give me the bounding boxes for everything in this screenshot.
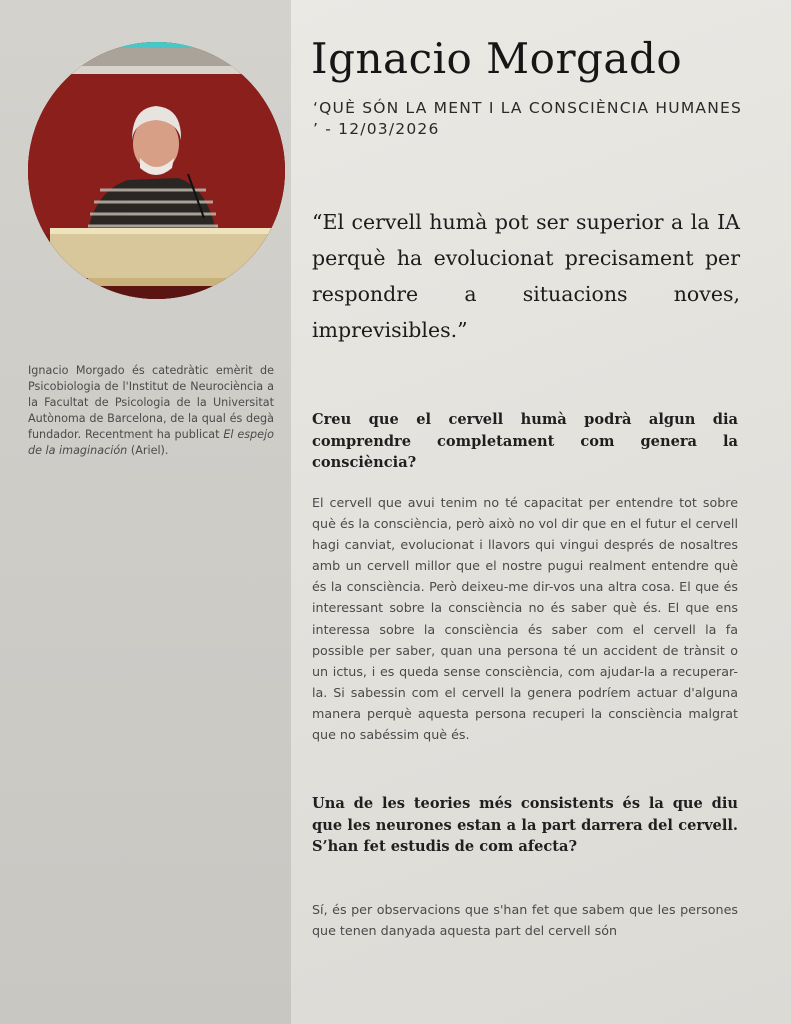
bio-text: Ignacio Morgado és catedràtic emèrit de Psicobiologia de l'Institut de Neurociència a la Facultat de Psicologia de la Universitat Autònoma de Barcelona, de la qual és degà fundador. Recentment ha publicat (28, 364, 274, 442)
left-column (0, 0, 291, 1024)
interview-answer: El cervell que avui tenim no té capacitat per entendre tot sobre què és la consciència, però això no vol dir que en el futur el cervell hagi canviat, evolucionat i llavors qui vingui després de nosaltres amb un cervell millor que el nostre pugui realment entendre què és la consciència. Però deixeu-me dir-vos una altra cosa. El que és interessant sobre la consciència no és saber què és. El que ens interessa sobre la consciència és saber com el cervell la fa possible per saber, quan una persona té un accident de trànsit o un ictus, i es queda sense consciència, com ajudar-la a recuperar-la. Si sabessin com el cervell la genera podríem actuar d'alguna manera perquè aquesta persona recuperi la consciència malgrat que no sabéssim què és. (312, 495, 738, 743)
speaker-bio (28, 363, 274, 460)
interview-question: Creu que el cervell humà podrà algun dia comprendre completament com genera la consciència? (312, 411, 738, 472)
book-title: El espejo de la imaginación (28, 428, 274, 458)
bio-publisher: (Ariel). (127, 444, 169, 458)
talk-title-date: ‘QUÈ SÓN LA MENT I LA CONSCIÈNCIA HUMANES ’ - 12/03/2026 (313, 99, 743, 138)
speaker-name: Ignacio Morgado (311, 34, 683, 83)
speaker-photo (28, 42, 285, 299)
interview-question: Una de les teories més consistents és la que diu que les neurones estan a la part darrera del cervell. S’han fet estudis de com afecta? (312, 795, 738, 856)
pull-quote: “El cervell humà pot ser superior a la IA perquè ha evolucionat precisament per respondre a situacions noves, imprevisibles.” (312, 210, 740, 342)
interview-answer: Sí, és per observacions que s'han fet que sabem que les persones que tenen danyada aquesta part del cervell són (312, 902, 738, 939)
speaker-photo-illustration (28, 42, 285, 299)
